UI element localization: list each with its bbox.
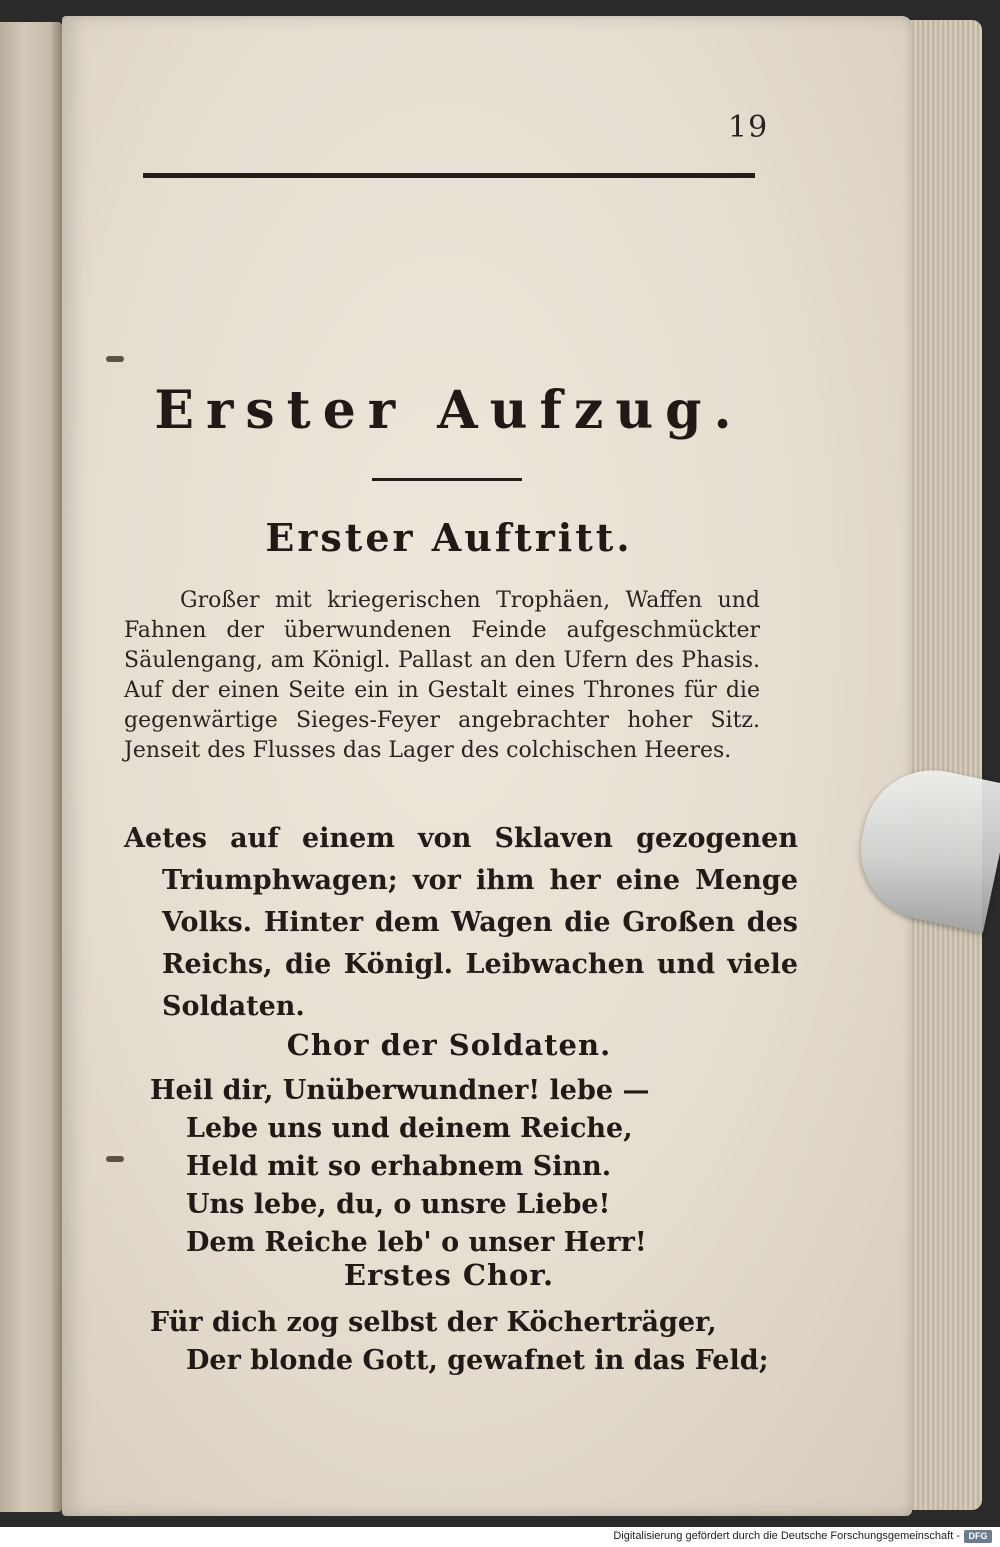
scene-title: Erster Auftritt. bbox=[265, 515, 633, 560]
funding-credit: Digitalisierung gefördert durch die Deutsche Forschungsgemeinschaft - bbox=[613, 1530, 960, 1542]
chorus-verse bbox=[150, 1304, 770, 1380]
footer-bar bbox=[0, 1527, 1000, 1547]
verse-line: Für dich zog selbst der Köcherträger, bbox=[150, 1307, 717, 1338]
action-description: Aetes auf einem von Sklaven gezogenen Triumphwagen; vor ihm her eine Menge Volks. Hinter dem Wagen die Großen des Reichs, die Königl. Leibwachen und viele Soldaten. bbox=[124, 823, 798, 1022]
dfg-logo: DFG bbox=[964, 1530, 992, 1543]
chorus-verse bbox=[150, 1072, 770, 1262]
verse-line: Heil dir, Unüberwundner! lebe — bbox=[150, 1075, 650, 1106]
act-title: Erster Aufzug. bbox=[154, 380, 744, 441]
header-rule bbox=[143, 173, 755, 178]
left-page-edge bbox=[0, 22, 62, 1512]
chorus-heading: Erstes Chor. bbox=[343, 1258, 555, 1292]
verse-line: Der blonde Gott, gewafnet in das Feld; bbox=[186, 1345, 769, 1376]
page-stack-edge bbox=[900, 20, 982, 1510]
stage-direction: Großer mit kriegerischen Trophäen, Waffen und Fahnen der überwundenen Feinde aufgeschmückter Säulengang, am Königl. Pallast an den Ufern des Phasis. Auf der einen Seite ein in Gestalt eines Thrones für die gegenwärtige Sieges-Feyer angebrachter hoher Sitz. Jenseit des Flusses das Lager des colchischen Heeres. bbox=[124, 588, 760, 763]
verse-line: Held mit so erhabnem Sinn. bbox=[186, 1151, 612, 1182]
page-number: 19 bbox=[728, 110, 769, 145]
verse-line: Dem Reiche leb' o unser Herr! bbox=[186, 1227, 647, 1258]
verse-line: Uns lebe, du, o unsre Liebe! bbox=[186, 1189, 611, 1220]
verse-line: Lebe uns und deinem Reiche, bbox=[186, 1113, 633, 1144]
binding-thread bbox=[106, 356, 124, 362]
binding-thread bbox=[106, 1156, 124, 1162]
title-divider bbox=[372, 478, 522, 481]
chorus-heading: Chor der Soldaten. bbox=[286, 1028, 612, 1062]
